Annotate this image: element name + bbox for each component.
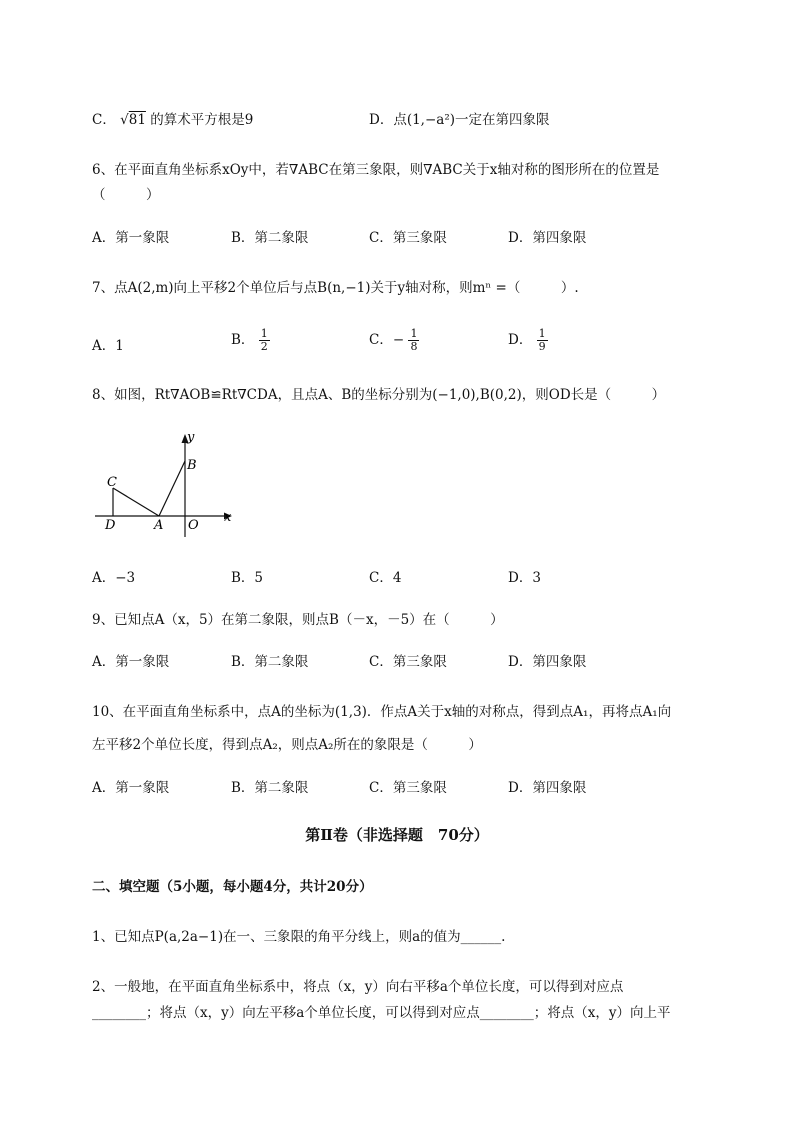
q8-figure — [90, 425, 250, 545]
part2-heading: 第Ⅱ卷（非选择题 70分） — [305, 826, 489, 844]
q9-option-b: B．第二象限 — [231, 654, 309, 670]
q7-option-b: B． $\frac{1}{2}$ — [231, 327, 268, 353]
q10-options — [92, 776, 732, 800]
q10-option-b: B．第二象限 — [231, 780, 309, 796]
q9-options — [92, 650, 732, 674]
q9-option-d: D．第四象限 — [508, 654, 587, 670]
q7-c-fraction: $\frac{1}{8}$ — [410, 327, 418, 353]
fill-blank-section-title: 二、填空题（5小题，每小题4分，共计20分） — [92, 879, 373, 895]
q6-option-c: C．第三象限 — [369, 230, 447, 246]
q7-stem: 7、点A(2,m)向上平移2个单位后与点B(n,−1)关于y轴对称，则mⁿ =（ ）. — [92, 280, 579, 296]
label-x: x — [224, 510, 232, 525]
q6-blank: （ ） — [92, 187, 160, 203]
q10-stem-line1: 10、在平面直角坐标系中，点A的坐标为(1,3)．作点A关于x轴的对称点，得到点A₁，再将点A₁向 — [92, 704, 672, 720]
q6-options — [92, 226, 732, 250]
q7-option-c: C．− $\frac{1}{8}$ — [369, 327, 418, 353]
q9-option-a: A．第一象限 — [92, 654, 170, 670]
label-y: y — [187, 430, 195, 445]
q8-options — [92, 566, 732, 590]
label-d: D — [105, 518, 116, 533]
q10-option-d: D．第四象限 — [508, 780, 587, 796]
q5-option-c: C． √81 的算术平方根是9 — [92, 112, 254, 128]
q7-d-fraction: $\frac{1}{9}$ — [538, 327, 546, 353]
label-a: A — [154, 518, 164, 533]
q8-option-d: D．3 — [508, 570, 541, 586]
q8-option-a: A．−3 — [92, 570, 136, 586]
q5-options — [92, 108, 732, 132]
q9-stem: 9、已知点A（x，5）在第二象限，则点B（－x，－5）在（ ） — [92, 612, 504, 628]
label-b: B — [187, 458, 197, 473]
q10-stem-line2: 左平移2个单位长度，得到点A₂，则点A₂所在的象限是（ ） — [92, 737, 482, 753]
q6-option-d: D．第四象限 — [508, 230, 587, 246]
q7-option-a: A．1 — [92, 338, 124, 354]
q6-option-b: B．第二象限 — [231, 230, 309, 246]
q5-option-d: D．点(1,−a²)一定在第四象限 — [369, 112, 550, 128]
q10-option-c: C．第三象限 — [369, 780, 447, 796]
q6-option-a: A．第一象限 — [92, 230, 170, 246]
q9-option-c: C．第三象限 — [369, 654, 447, 670]
segment-ab — [159, 461, 185, 516]
label-c: C — [107, 475, 117, 490]
q7-option-d: D． $\frac{1}{9}$ — [508, 327, 546, 353]
q8-option-c: C．4 — [369, 570, 402, 586]
q8-stem: 8、如图，Rt∇AOB≌Rt∇CDA，且点A、B的坐标分别为(−1,0),B(0,2)，则OD长是（ ） — [92, 387, 666, 403]
sqrt-symbol: √ — [120, 112, 129, 128]
fill-q1: 1、已知点P(a,2a−1)在一、三象限的角平分线上，则a的值为______. — [92, 929, 506, 945]
q5-radicand: 81 — [128, 112, 146, 128]
q7-options — [92, 328, 732, 362]
label-o: O — [188, 518, 199, 533]
fill-q2-line2: ________；将点（x，y）向左平移a个单位长度，可以得到对应点________；将点（x，y）向上平 — [92, 1005, 671, 1021]
q7-b-fraction: $\frac{1}{2}$ — [260, 327, 268, 353]
q8-option-b: B．5 — [231, 570, 264, 586]
q6-stem: 6、在平面直角坐标系xOy中，若∇ABC在第三象限，则∇ABC关于x轴对称的图形所在的位置是 — [92, 162, 660, 178]
q10-option-a: A．第一象限 — [92, 780, 170, 796]
fill-q2-line1: 2、一般地，在平面直角坐标系中，将点（x，y）向右平移a个单位长度，可以得到对应点 — [92, 979, 624, 995]
segment-ca — [113, 488, 159, 516]
